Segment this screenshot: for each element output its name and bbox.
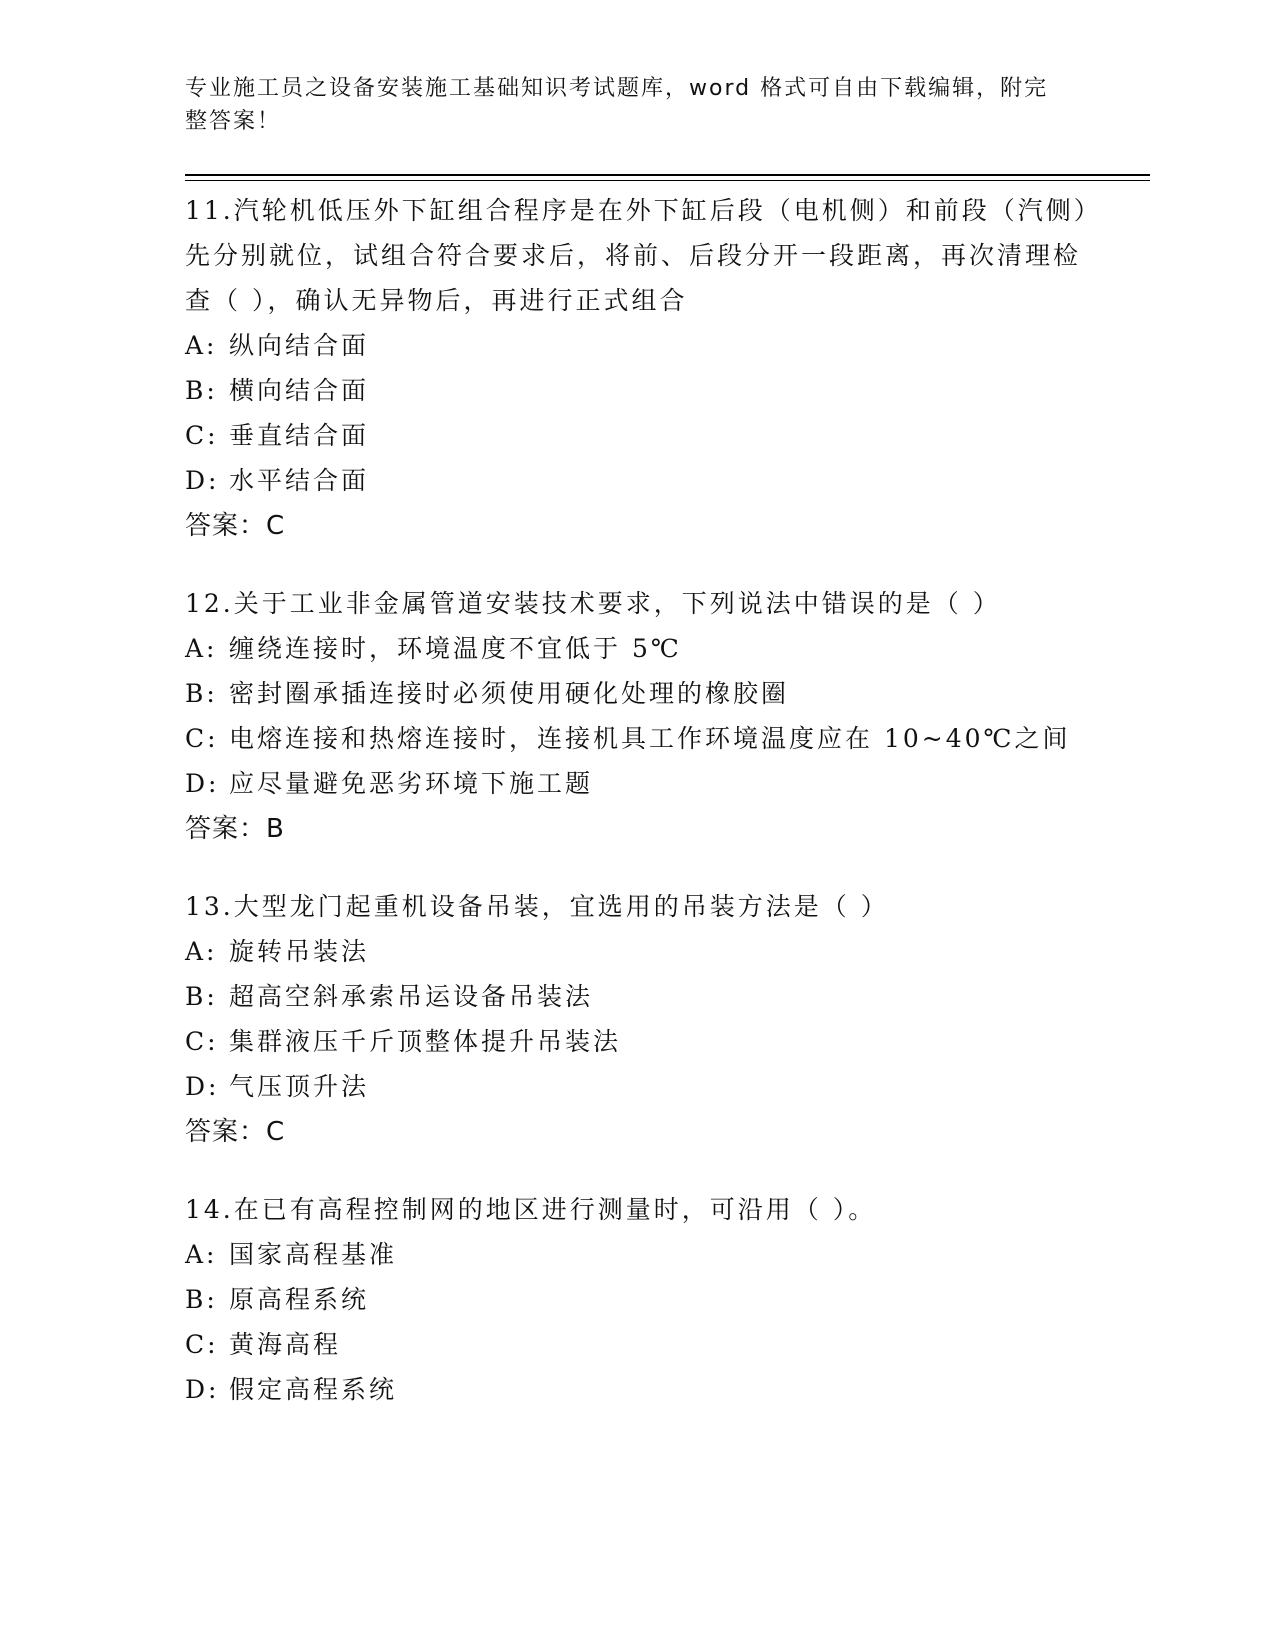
option-text: 横向结合面	[229, 376, 370, 405]
header-divider-thick	[185, 174, 1150, 176]
option-letter: A:	[185, 1240, 218, 1269]
option-text: 缠绕连接时，环境温度不宜低于 5℃	[229, 634, 682, 663]
option-letter: C:	[185, 1027, 219, 1056]
option-c	[185, 1322, 1105, 1367]
answer-line: 答案：C	[185, 511, 286, 541]
option-letter: B:	[185, 376, 218, 405]
option-text: 旋转吊装法	[229, 937, 370, 966]
option-text: 国家高程基准	[229, 1240, 398, 1269]
option-text: 集群液压千斤顶整体提升吊装法	[229, 1027, 622, 1056]
option-letter: B:	[185, 982, 218, 1011]
option-d	[185, 1367, 1105, 1412]
option-letter: B:	[185, 679, 218, 708]
option-text: 电熔连接和热熔连接时，连接机具工作环境温度应在 10~40℃之间	[229, 724, 1071, 753]
option-a	[185, 929, 1105, 974]
question-13	[185, 884, 1105, 1155]
option-b	[185, 671, 1105, 716]
option-c	[185, 716, 1105, 761]
option-letter: A:	[185, 331, 218, 360]
option-text: 原高程系统	[229, 1285, 370, 1314]
header-line-2: 整答案！	[185, 109, 282, 134]
option-text: 应尽量避免恶劣环境下施工题	[229, 769, 594, 798]
option-text: 超高空斜承索吊运设备吊装法	[229, 982, 594, 1011]
question-stem: 14.在已有高程控制网的地区进行测量时，可沿用（ ）。	[185, 1195, 877, 1224]
option-text: 纵向结合面	[229, 331, 370, 360]
option-d	[185, 761, 1105, 806]
question-stem: 13.大型龙门起重机设备吊装，宜选用的吊装方法是（ ）	[185, 892, 889, 921]
question-stem: 12.关于工业非金属管道安装技术要求，下列说法中错误的是（ ）	[185, 589, 1001, 618]
option-text: 假定高程系统	[229, 1375, 398, 1404]
option-letter: B:	[185, 1285, 218, 1314]
header-divider-thin	[185, 180, 1150, 181]
option-text: 气压顶升法	[229, 1072, 370, 1101]
option-text: 密封圈承插连接时必须使用硬化处理的橡胶圈	[229, 679, 790, 708]
option-letter: D:	[185, 769, 220, 798]
option-letter: D:	[185, 1072, 220, 1101]
question-11	[185, 188, 1105, 549]
option-letter: D:	[185, 466, 220, 495]
option-b	[185, 368, 1105, 413]
option-text: 垂直结合面	[229, 421, 370, 450]
question-12	[185, 581, 1105, 852]
option-a	[185, 323, 1105, 368]
option-a	[185, 626, 1105, 671]
option-text: 水平结合面	[229, 466, 370, 495]
option-letter: C:	[185, 421, 219, 450]
option-c	[185, 1019, 1105, 1064]
question-stem: 11.汽轮机低压外下缸组合程序是在外下缸后段（电机侧）和前段（汽侧）先分别就位，试组合符合要求后，将前、后段分开一段距离，再次清理检查（ ），确认无异物后，再进行正式组合	[185, 196, 1102, 315]
option-letter: D:	[185, 1375, 220, 1404]
document-header	[185, 72, 1065, 138]
answer-line: 答案：B	[185, 814, 285, 844]
option-c	[185, 413, 1105, 458]
option-d	[185, 1064, 1105, 1109]
question-14	[185, 1187, 1105, 1412]
header-line-1: 专业施工员之设备安装施工基础知识考试题库，word 格式可自由下载编辑，附完	[185, 76, 1049, 101]
option-b	[185, 974, 1105, 1019]
answer-line: 答案：C	[185, 1117, 286, 1147]
option-a	[185, 1232, 1105, 1277]
option-text: 黄海高程	[229, 1330, 342, 1359]
option-letter: A:	[185, 634, 218, 663]
option-letter: C:	[185, 1330, 219, 1359]
option-letter: A:	[185, 937, 218, 966]
option-letter: C:	[185, 724, 219, 753]
option-d	[185, 458, 1105, 503]
question-list	[185, 188, 1105, 1444]
option-b	[185, 1277, 1105, 1322]
